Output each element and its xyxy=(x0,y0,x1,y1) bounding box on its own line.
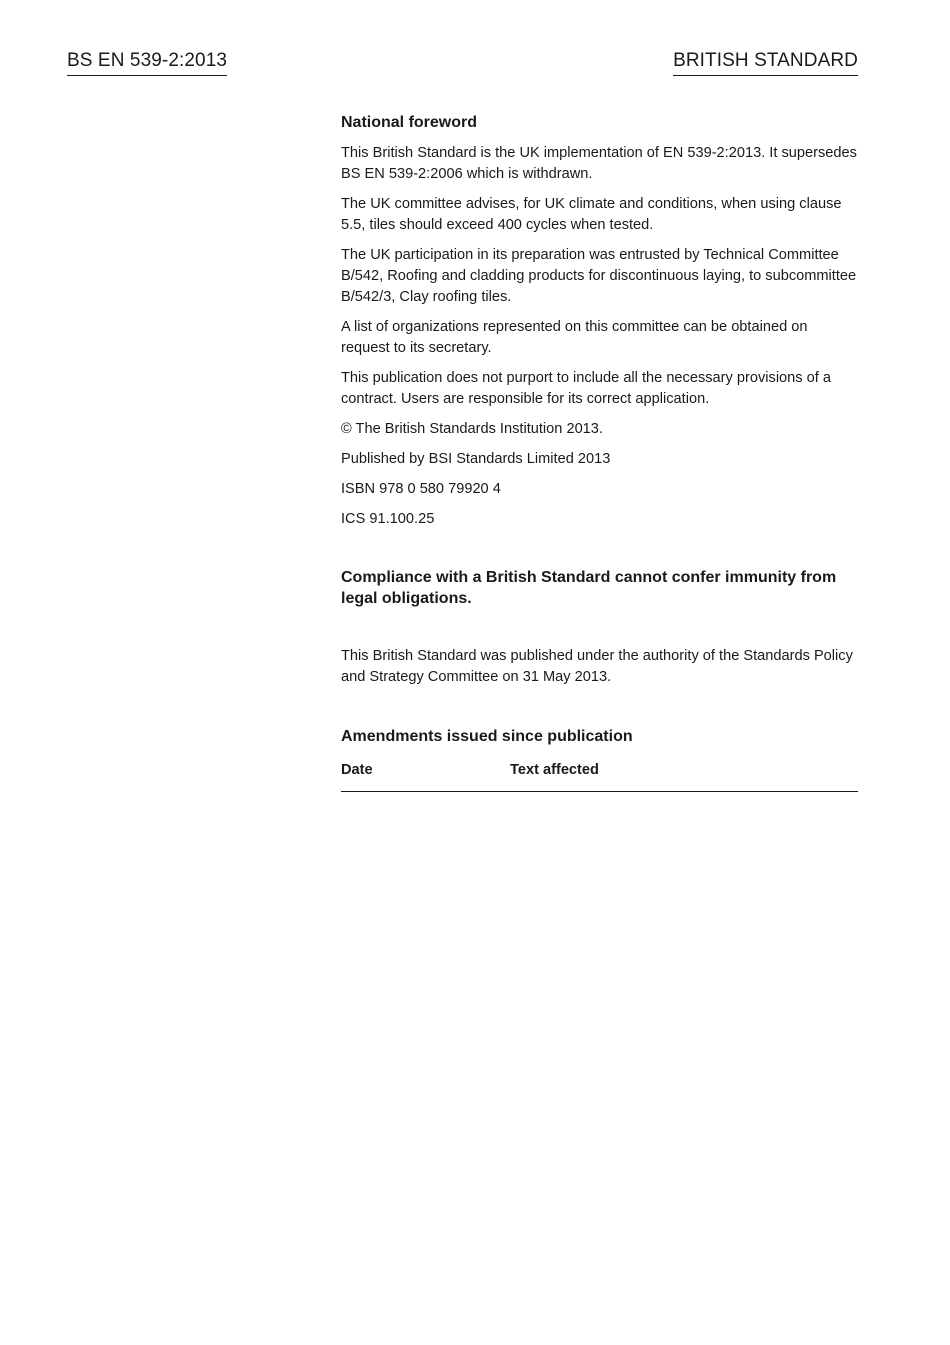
foreword-paragraph-participation: The UK participation in its preparation was entrusted by Technical Committee B/542, Roofing and cladding products for discontinuous laying, to subcommittee B/542/3, Clay roofing tiles. xyxy=(341,247,857,305)
isbn-line: ISBN 978 0 580 79920 4 xyxy=(341,481,501,497)
foreword-paragraph-implementation: This British Standard is the UK implementation of EN 539-2:2013. It supersedes BS EN 539-2:2006 which is withdrawn. xyxy=(341,145,857,182)
foreword-paragraph-organizations: A list of organizations represented on this committee can be obtained on request to its secretary. xyxy=(341,319,808,356)
column-header-date: Date xyxy=(341,756,510,792)
amendments-header-row xyxy=(341,756,858,792)
ics-line: ICS 91.100.25 xyxy=(341,511,435,527)
copyright-line: © The British Standards Institution 2013. xyxy=(341,421,603,437)
publisher-line: Published by BSI Standards Limited 2013 xyxy=(341,451,611,467)
column-header-text-affected: Text affected xyxy=(510,756,858,792)
document-number: BS EN 539-2:2013 xyxy=(67,48,227,76)
compliance-statement: Compliance with a British Standard cannot confer immunity from legal obligations. xyxy=(341,569,837,607)
amendments-table xyxy=(341,756,858,792)
foreword-paragraph-committee-advice: The UK committee advises, for UK climate and conditions, when using clause 5.5, tiles should exceed 400 cycles when tested. xyxy=(341,196,842,233)
foreword-title: National foreword xyxy=(341,114,478,131)
amendments-title: Amendments issued since publication xyxy=(341,728,633,745)
foreword-column xyxy=(341,112,858,792)
foreword-paragraph-provisions: This publication does not purport to include all the necessary provisions of a contract. Users are responsible for its correct application. xyxy=(341,370,831,407)
standard-type-label: BRITISH STANDARD xyxy=(673,48,858,76)
authority-statement: This British Standard was published under the authority of the Standards Policy and Strategy Committee on 31 May 2013. xyxy=(341,648,853,685)
